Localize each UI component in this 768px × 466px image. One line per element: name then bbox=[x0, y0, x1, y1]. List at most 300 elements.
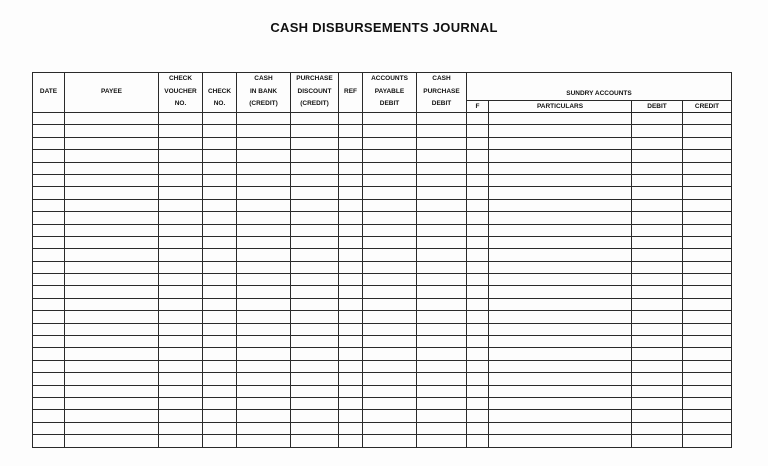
cell-check-no[interactable] bbox=[203, 274, 237, 286]
cell-accounts-payable[interactable] bbox=[363, 150, 417, 162]
cell-accounts-payable[interactable] bbox=[363, 224, 417, 236]
cell-check-no[interactable] bbox=[203, 162, 237, 174]
cell-payee[interactable] bbox=[65, 348, 159, 360]
cell-check-no[interactable] bbox=[203, 410, 237, 422]
cell-purchase-discount[interactable] bbox=[291, 113, 339, 125]
cell-sundry-debit[interactable] bbox=[632, 410, 683, 422]
cell-ref[interactable] bbox=[339, 212, 363, 224]
cell-cash-in-bank[interactable] bbox=[237, 336, 291, 348]
cell-accounts-payable[interactable] bbox=[363, 385, 417, 397]
cell-sundry-particulars[interactable] bbox=[489, 274, 632, 286]
cell-sundry-debit[interactable] bbox=[632, 199, 683, 211]
cell-sundry-particulars[interactable] bbox=[489, 150, 632, 162]
cell-sundry-f[interactable] bbox=[467, 348, 489, 360]
cell-cash-in-bank[interactable] bbox=[237, 174, 291, 186]
cell-cash-purchase[interactable] bbox=[417, 286, 467, 298]
cell-check-no[interactable] bbox=[203, 125, 237, 137]
cell-accounts-payable[interactable] bbox=[363, 435, 417, 447]
cell-purchase-discount[interactable] bbox=[291, 348, 339, 360]
cell-cash-purchase[interactable] bbox=[417, 162, 467, 174]
cell-sundry-credit[interactable] bbox=[683, 249, 732, 261]
cell-sundry-credit[interactable] bbox=[683, 113, 732, 125]
cell-check-voucher[interactable] bbox=[159, 261, 203, 273]
cell-payee[interactable] bbox=[65, 397, 159, 409]
cell-check-voucher[interactable] bbox=[159, 162, 203, 174]
cell-sundry-debit[interactable] bbox=[632, 150, 683, 162]
cell-date[interactable] bbox=[33, 286, 65, 298]
cell-check-voucher[interactable] bbox=[159, 125, 203, 137]
cell-date[interactable] bbox=[33, 360, 65, 372]
cell-sundry-f[interactable] bbox=[467, 311, 489, 323]
cell-date[interactable] bbox=[33, 348, 65, 360]
cell-payee[interactable] bbox=[65, 385, 159, 397]
cell-accounts-payable[interactable] bbox=[363, 373, 417, 385]
cell-sundry-particulars[interactable] bbox=[489, 249, 632, 261]
cell-date[interactable] bbox=[33, 174, 65, 186]
cell-sundry-f[interactable] bbox=[467, 397, 489, 409]
cell-sundry-debit[interactable] bbox=[632, 286, 683, 298]
cell-purchase-discount[interactable] bbox=[291, 199, 339, 211]
cell-accounts-payable[interactable] bbox=[363, 422, 417, 434]
cell-cash-in-bank[interactable] bbox=[237, 286, 291, 298]
cell-payee[interactable] bbox=[65, 212, 159, 224]
cell-date[interactable] bbox=[33, 385, 65, 397]
cell-sundry-credit[interactable] bbox=[683, 373, 732, 385]
cell-sundry-debit[interactable] bbox=[632, 212, 683, 224]
cell-check-no[interactable] bbox=[203, 360, 237, 372]
cell-accounts-payable[interactable] bbox=[363, 212, 417, 224]
cell-sundry-debit[interactable] bbox=[632, 113, 683, 125]
cell-date[interactable] bbox=[33, 422, 65, 434]
cell-sundry-credit[interactable] bbox=[683, 150, 732, 162]
cell-sundry-particulars[interactable] bbox=[489, 137, 632, 149]
cell-sundry-particulars[interactable] bbox=[489, 113, 632, 125]
cell-accounts-payable[interactable] bbox=[363, 360, 417, 372]
cell-sundry-debit[interactable] bbox=[632, 137, 683, 149]
cell-sundry-debit[interactable] bbox=[632, 435, 683, 447]
cell-sundry-particulars[interactable] bbox=[489, 435, 632, 447]
cell-payee[interactable] bbox=[65, 199, 159, 211]
cell-ref[interactable] bbox=[339, 298, 363, 310]
cell-date[interactable] bbox=[33, 187, 65, 199]
cell-cash-purchase[interactable] bbox=[417, 249, 467, 261]
cell-sundry-f[interactable] bbox=[467, 261, 489, 273]
cell-date[interactable] bbox=[33, 249, 65, 261]
cell-sundry-debit[interactable] bbox=[632, 336, 683, 348]
cell-sundry-f[interactable] bbox=[467, 249, 489, 261]
cell-sundry-f[interactable] bbox=[467, 422, 489, 434]
cell-ref[interactable] bbox=[339, 373, 363, 385]
cell-cash-purchase[interactable] bbox=[417, 323, 467, 335]
cell-sundry-particulars[interactable] bbox=[489, 373, 632, 385]
cell-accounts-payable[interactable] bbox=[363, 249, 417, 261]
cell-check-voucher[interactable] bbox=[159, 373, 203, 385]
cell-cash-in-bank[interactable] bbox=[237, 236, 291, 248]
cell-cash-in-bank[interactable] bbox=[237, 373, 291, 385]
cell-check-no[interactable] bbox=[203, 174, 237, 186]
cell-sundry-f[interactable] bbox=[467, 113, 489, 125]
cell-payee[interactable] bbox=[65, 311, 159, 323]
cell-date[interactable] bbox=[33, 224, 65, 236]
cell-accounts-payable[interactable] bbox=[363, 174, 417, 186]
cell-date[interactable] bbox=[33, 137, 65, 149]
cell-sundry-f[interactable] bbox=[467, 274, 489, 286]
cell-sundry-f[interactable] bbox=[467, 410, 489, 422]
cell-cash-purchase[interactable] bbox=[417, 348, 467, 360]
cell-sundry-debit[interactable] bbox=[632, 224, 683, 236]
cell-check-voucher[interactable] bbox=[159, 360, 203, 372]
cell-sundry-particulars[interactable] bbox=[489, 162, 632, 174]
cell-check-no[interactable] bbox=[203, 113, 237, 125]
cell-check-voucher[interactable] bbox=[159, 422, 203, 434]
cell-ref[interactable] bbox=[339, 385, 363, 397]
cell-cash-purchase[interactable] bbox=[417, 435, 467, 447]
cell-check-voucher[interactable] bbox=[159, 286, 203, 298]
cell-sundry-f[interactable] bbox=[467, 150, 489, 162]
cell-date[interactable] bbox=[33, 162, 65, 174]
cell-check-no[interactable] bbox=[203, 187, 237, 199]
cell-check-no[interactable] bbox=[203, 224, 237, 236]
cell-ref[interactable] bbox=[339, 174, 363, 186]
cell-sundry-debit[interactable] bbox=[632, 422, 683, 434]
cell-sundry-debit[interactable] bbox=[632, 373, 683, 385]
cell-payee[interactable] bbox=[65, 435, 159, 447]
cell-cash-purchase[interactable] bbox=[417, 360, 467, 372]
cell-sundry-f[interactable] bbox=[467, 199, 489, 211]
cell-payee[interactable] bbox=[65, 360, 159, 372]
cell-payee[interactable] bbox=[65, 261, 159, 273]
cell-sundry-particulars[interactable] bbox=[489, 236, 632, 248]
cell-sundry-credit[interactable] bbox=[683, 410, 732, 422]
cell-check-no[interactable] bbox=[203, 348, 237, 360]
cell-date[interactable] bbox=[33, 298, 65, 310]
cell-purchase-discount[interactable] bbox=[291, 212, 339, 224]
cell-check-voucher[interactable] bbox=[159, 224, 203, 236]
cell-check-no[interactable] bbox=[203, 199, 237, 211]
cell-accounts-payable[interactable] bbox=[363, 286, 417, 298]
cell-check-voucher[interactable] bbox=[159, 348, 203, 360]
cell-sundry-particulars[interactable] bbox=[489, 174, 632, 186]
cell-sundry-particulars[interactable] bbox=[489, 199, 632, 211]
cell-date[interactable] bbox=[33, 212, 65, 224]
cell-payee[interactable] bbox=[65, 125, 159, 137]
cell-payee[interactable] bbox=[65, 174, 159, 186]
cell-sundry-credit[interactable] bbox=[683, 224, 732, 236]
cell-check-voucher[interactable] bbox=[159, 212, 203, 224]
cell-check-voucher[interactable] bbox=[159, 113, 203, 125]
cell-check-voucher[interactable] bbox=[159, 298, 203, 310]
cell-check-no[interactable] bbox=[203, 397, 237, 409]
cell-check-voucher[interactable] bbox=[159, 323, 203, 335]
cell-payee[interactable] bbox=[65, 224, 159, 236]
cell-cash-purchase[interactable] bbox=[417, 137, 467, 149]
cell-check-voucher[interactable] bbox=[159, 199, 203, 211]
cell-check-voucher[interactable] bbox=[159, 274, 203, 286]
cell-sundry-particulars[interactable] bbox=[489, 397, 632, 409]
cell-accounts-payable[interactable] bbox=[363, 323, 417, 335]
cell-cash-in-bank[interactable] bbox=[237, 199, 291, 211]
cell-sundry-debit[interactable] bbox=[632, 261, 683, 273]
cell-ref[interactable] bbox=[339, 422, 363, 434]
cell-purchase-discount[interactable] bbox=[291, 435, 339, 447]
cell-ref[interactable] bbox=[339, 348, 363, 360]
cell-check-no[interactable] bbox=[203, 212, 237, 224]
cell-cash-purchase[interactable] bbox=[417, 410, 467, 422]
cell-accounts-payable[interactable] bbox=[363, 236, 417, 248]
cell-cash-in-bank[interactable] bbox=[237, 224, 291, 236]
cell-payee[interactable] bbox=[65, 373, 159, 385]
cell-cash-in-bank[interactable] bbox=[237, 435, 291, 447]
cell-payee[interactable] bbox=[65, 410, 159, 422]
cell-payee[interactable] bbox=[65, 187, 159, 199]
cell-cash-in-bank[interactable] bbox=[237, 187, 291, 199]
cell-sundry-particulars[interactable] bbox=[489, 187, 632, 199]
cell-sundry-f[interactable] bbox=[467, 125, 489, 137]
cell-date[interactable] bbox=[33, 397, 65, 409]
cell-cash-in-bank[interactable] bbox=[237, 125, 291, 137]
cell-sundry-particulars[interactable] bbox=[489, 348, 632, 360]
cell-ref[interactable] bbox=[339, 125, 363, 137]
cell-sundry-credit[interactable] bbox=[683, 274, 732, 286]
cell-purchase-discount[interactable] bbox=[291, 298, 339, 310]
cell-purchase-discount[interactable] bbox=[291, 236, 339, 248]
cell-accounts-payable[interactable] bbox=[363, 410, 417, 422]
cell-date[interactable] bbox=[33, 410, 65, 422]
cell-sundry-credit[interactable] bbox=[683, 125, 732, 137]
cell-sundry-credit[interactable] bbox=[683, 360, 732, 372]
cell-sundry-debit[interactable] bbox=[632, 397, 683, 409]
cell-purchase-discount[interactable] bbox=[291, 311, 339, 323]
cell-sundry-credit[interactable] bbox=[683, 323, 732, 335]
cell-check-no[interactable] bbox=[203, 422, 237, 434]
cell-sundry-credit[interactable] bbox=[683, 174, 732, 186]
cell-payee[interactable] bbox=[65, 298, 159, 310]
cell-date[interactable] bbox=[33, 373, 65, 385]
cell-purchase-discount[interactable] bbox=[291, 397, 339, 409]
cell-accounts-payable[interactable] bbox=[363, 137, 417, 149]
cell-cash-purchase[interactable] bbox=[417, 125, 467, 137]
cell-sundry-f[interactable] bbox=[467, 224, 489, 236]
cell-date[interactable] bbox=[33, 150, 65, 162]
cell-accounts-payable[interactable] bbox=[363, 125, 417, 137]
cell-sundry-credit[interactable] bbox=[683, 261, 732, 273]
cell-payee[interactable] bbox=[65, 162, 159, 174]
cell-sundry-credit[interactable] bbox=[683, 348, 732, 360]
cell-check-voucher[interactable] bbox=[159, 236, 203, 248]
cell-sundry-particulars[interactable] bbox=[489, 360, 632, 372]
cell-check-voucher[interactable] bbox=[159, 385, 203, 397]
cell-sundry-credit[interactable] bbox=[683, 137, 732, 149]
cell-sundry-credit[interactable] bbox=[683, 435, 732, 447]
cell-cash-in-bank[interactable] bbox=[237, 360, 291, 372]
cell-accounts-payable[interactable] bbox=[363, 199, 417, 211]
cell-cash-purchase[interactable] bbox=[417, 397, 467, 409]
cell-payee[interactable] bbox=[65, 323, 159, 335]
cell-cash-purchase[interactable] bbox=[417, 212, 467, 224]
cell-sundry-particulars[interactable] bbox=[489, 422, 632, 434]
cell-accounts-payable[interactable] bbox=[363, 274, 417, 286]
cell-sundry-particulars[interactable] bbox=[489, 298, 632, 310]
cell-accounts-payable[interactable] bbox=[363, 261, 417, 273]
cell-sundry-credit[interactable] bbox=[683, 422, 732, 434]
cell-payee[interactable] bbox=[65, 236, 159, 248]
cell-sundry-debit[interactable] bbox=[632, 274, 683, 286]
cell-payee[interactable] bbox=[65, 113, 159, 125]
cell-accounts-payable[interactable] bbox=[363, 187, 417, 199]
cell-ref[interactable] bbox=[339, 360, 363, 372]
cell-ref[interactable] bbox=[339, 224, 363, 236]
cell-check-no[interactable] bbox=[203, 137, 237, 149]
cell-purchase-discount[interactable] bbox=[291, 125, 339, 137]
cell-ref[interactable] bbox=[339, 150, 363, 162]
cell-accounts-payable[interactable] bbox=[363, 113, 417, 125]
cell-sundry-debit[interactable] bbox=[632, 162, 683, 174]
cell-cash-in-bank[interactable] bbox=[237, 212, 291, 224]
cell-cash-in-bank[interactable] bbox=[237, 298, 291, 310]
cell-sundry-particulars[interactable] bbox=[489, 385, 632, 397]
cell-sundry-particulars[interactable] bbox=[489, 125, 632, 137]
cell-check-no[interactable] bbox=[203, 311, 237, 323]
cell-sundry-f[interactable] bbox=[467, 336, 489, 348]
cell-cash-purchase[interactable] bbox=[417, 385, 467, 397]
cell-date[interactable] bbox=[33, 311, 65, 323]
cell-payee[interactable] bbox=[65, 137, 159, 149]
cell-sundry-credit[interactable] bbox=[683, 187, 732, 199]
cell-ref[interactable] bbox=[339, 236, 363, 248]
cell-purchase-discount[interactable] bbox=[291, 410, 339, 422]
cell-check-voucher[interactable] bbox=[159, 150, 203, 162]
cell-check-no[interactable] bbox=[203, 373, 237, 385]
cell-check-voucher[interactable] bbox=[159, 435, 203, 447]
cell-sundry-debit[interactable] bbox=[632, 236, 683, 248]
cell-check-no[interactable] bbox=[203, 385, 237, 397]
cell-cash-in-bank[interactable] bbox=[237, 249, 291, 261]
cell-sundry-f[interactable] bbox=[467, 137, 489, 149]
cell-purchase-discount[interactable] bbox=[291, 422, 339, 434]
cell-accounts-payable[interactable] bbox=[363, 348, 417, 360]
cell-purchase-discount[interactable] bbox=[291, 360, 339, 372]
cell-sundry-debit[interactable] bbox=[632, 311, 683, 323]
cell-sundry-debit[interactable] bbox=[632, 249, 683, 261]
cell-date[interactable] bbox=[33, 261, 65, 273]
cell-sundry-f[interactable] bbox=[467, 162, 489, 174]
cell-sundry-f[interactable] bbox=[467, 298, 489, 310]
cell-date[interactable] bbox=[33, 435, 65, 447]
cell-purchase-discount[interactable] bbox=[291, 187, 339, 199]
cell-cash-purchase[interactable] bbox=[417, 174, 467, 186]
cell-sundry-debit[interactable] bbox=[632, 174, 683, 186]
cell-sundry-debit[interactable] bbox=[632, 125, 683, 137]
cell-check-no[interactable] bbox=[203, 435, 237, 447]
cell-date[interactable] bbox=[33, 113, 65, 125]
cell-sundry-credit[interactable] bbox=[683, 298, 732, 310]
cell-check-voucher[interactable] bbox=[159, 137, 203, 149]
cell-sundry-particulars[interactable] bbox=[489, 323, 632, 335]
cell-check-no[interactable] bbox=[203, 150, 237, 162]
cell-sundry-credit[interactable] bbox=[683, 286, 732, 298]
cell-sundry-credit[interactable] bbox=[683, 397, 732, 409]
cell-sundry-debit[interactable] bbox=[632, 187, 683, 199]
cell-check-voucher[interactable] bbox=[159, 174, 203, 186]
cell-check-voucher[interactable] bbox=[159, 410, 203, 422]
cell-sundry-f[interactable] bbox=[467, 174, 489, 186]
cell-cash-in-bank[interactable] bbox=[237, 150, 291, 162]
cell-cash-in-bank[interactable] bbox=[237, 348, 291, 360]
cell-sundry-particulars[interactable] bbox=[489, 261, 632, 273]
cell-ref[interactable] bbox=[339, 311, 363, 323]
cell-purchase-discount[interactable] bbox=[291, 373, 339, 385]
cell-cash-in-bank[interactable] bbox=[237, 410, 291, 422]
cell-ref[interactable] bbox=[339, 249, 363, 261]
cell-payee[interactable] bbox=[65, 336, 159, 348]
cell-sundry-debit[interactable] bbox=[632, 298, 683, 310]
cell-cash-purchase[interactable] bbox=[417, 336, 467, 348]
cell-cash-in-bank[interactable] bbox=[237, 311, 291, 323]
cell-sundry-debit[interactable] bbox=[632, 348, 683, 360]
cell-cash-purchase[interactable] bbox=[417, 113, 467, 125]
cell-sundry-f[interactable] bbox=[467, 323, 489, 335]
cell-sundry-f[interactable] bbox=[467, 286, 489, 298]
cell-purchase-discount[interactable] bbox=[291, 261, 339, 273]
cell-cash-in-bank[interactable] bbox=[237, 113, 291, 125]
cell-ref[interactable] bbox=[339, 323, 363, 335]
cell-cash-purchase[interactable] bbox=[417, 199, 467, 211]
cell-date[interactable] bbox=[33, 199, 65, 211]
cell-sundry-f[interactable] bbox=[467, 435, 489, 447]
cell-ref[interactable] bbox=[339, 336, 363, 348]
cell-purchase-discount[interactable] bbox=[291, 286, 339, 298]
cell-cash-purchase[interactable] bbox=[417, 373, 467, 385]
cell-ref[interactable] bbox=[339, 435, 363, 447]
cell-cash-purchase[interactable] bbox=[417, 261, 467, 273]
cell-sundry-f[interactable] bbox=[467, 187, 489, 199]
cell-cash-purchase[interactable] bbox=[417, 311, 467, 323]
cell-sundry-particulars[interactable] bbox=[489, 286, 632, 298]
cell-check-voucher[interactable] bbox=[159, 336, 203, 348]
cell-date[interactable] bbox=[33, 274, 65, 286]
cell-accounts-payable[interactable] bbox=[363, 162, 417, 174]
cell-purchase-discount[interactable] bbox=[291, 323, 339, 335]
cell-sundry-particulars[interactable] bbox=[489, 311, 632, 323]
cell-purchase-discount[interactable] bbox=[291, 385, 339, 397]
cell-purchase-discount[interactable] bbox=[291, 174, 339, 186]
cell-ref[interactable] bbox=[339, 286, 363, 298]
cell-cash-purchase[interactable] bbox=[417, 236, 467, 248]
cell-check-voucher[interactable] bbox=[159, 397, 203, 409]
cell-date[interactable] bbox=[33, 336, 65, 348]
cell-sundry-particulars[interactable] bbox=[489, 410, 632, 422]
cell-check-voucher[interactable] bbox=[159, 311, 203, 323]
cell-purchase-discount[interactable] bbox=[291, 224, 339, 236]
cell-sundry-credit[interactable] bbox=[683, 199, 732, 211]
cell-purchase-discount[interactable] bbox=[291, 274, 339, 286]
cell-cash-in-bank[interactable] bbox=[237, 323, 291, 335]
cell-sundry-f[interactable] bbox=[467, 360, 489, 372]
cell-cash-purchase[interactable] bbox=[417, 187, 467, 199]
cell-date[interactable] bbox=[33, 323, 65, 335]
cell-sundry-f[interactable] bbox=[467, 373, 489, 385]
cell-cash-purchase[interactable] bbox=[417, 298, 467, 310]
cell-cash-in-bank[interactable] bbox=[237, 261, 291, 273]
cell-sundry-credit[interactable] bbox=[683, 311, 732, 323]
cell-check-voucher[interactable] bbox=[159, 187, 203, 199]
cell-purchase-discount[interactable] bbox=[291, 150, 339, 162]
cell-check-no[interactable] bbox=[203, 336, 237, 348]
cell-sundry-credit[interactable] bbox=[683, 236, 732, 248]
cell-ref[interactable] bbox=[339, 113, 363, 125]
cell-payee[interactable] bbox=[65, 422, 159, 434]
cell-sundry-credit[interactable] bbox=[683, 336, 732, 348]
